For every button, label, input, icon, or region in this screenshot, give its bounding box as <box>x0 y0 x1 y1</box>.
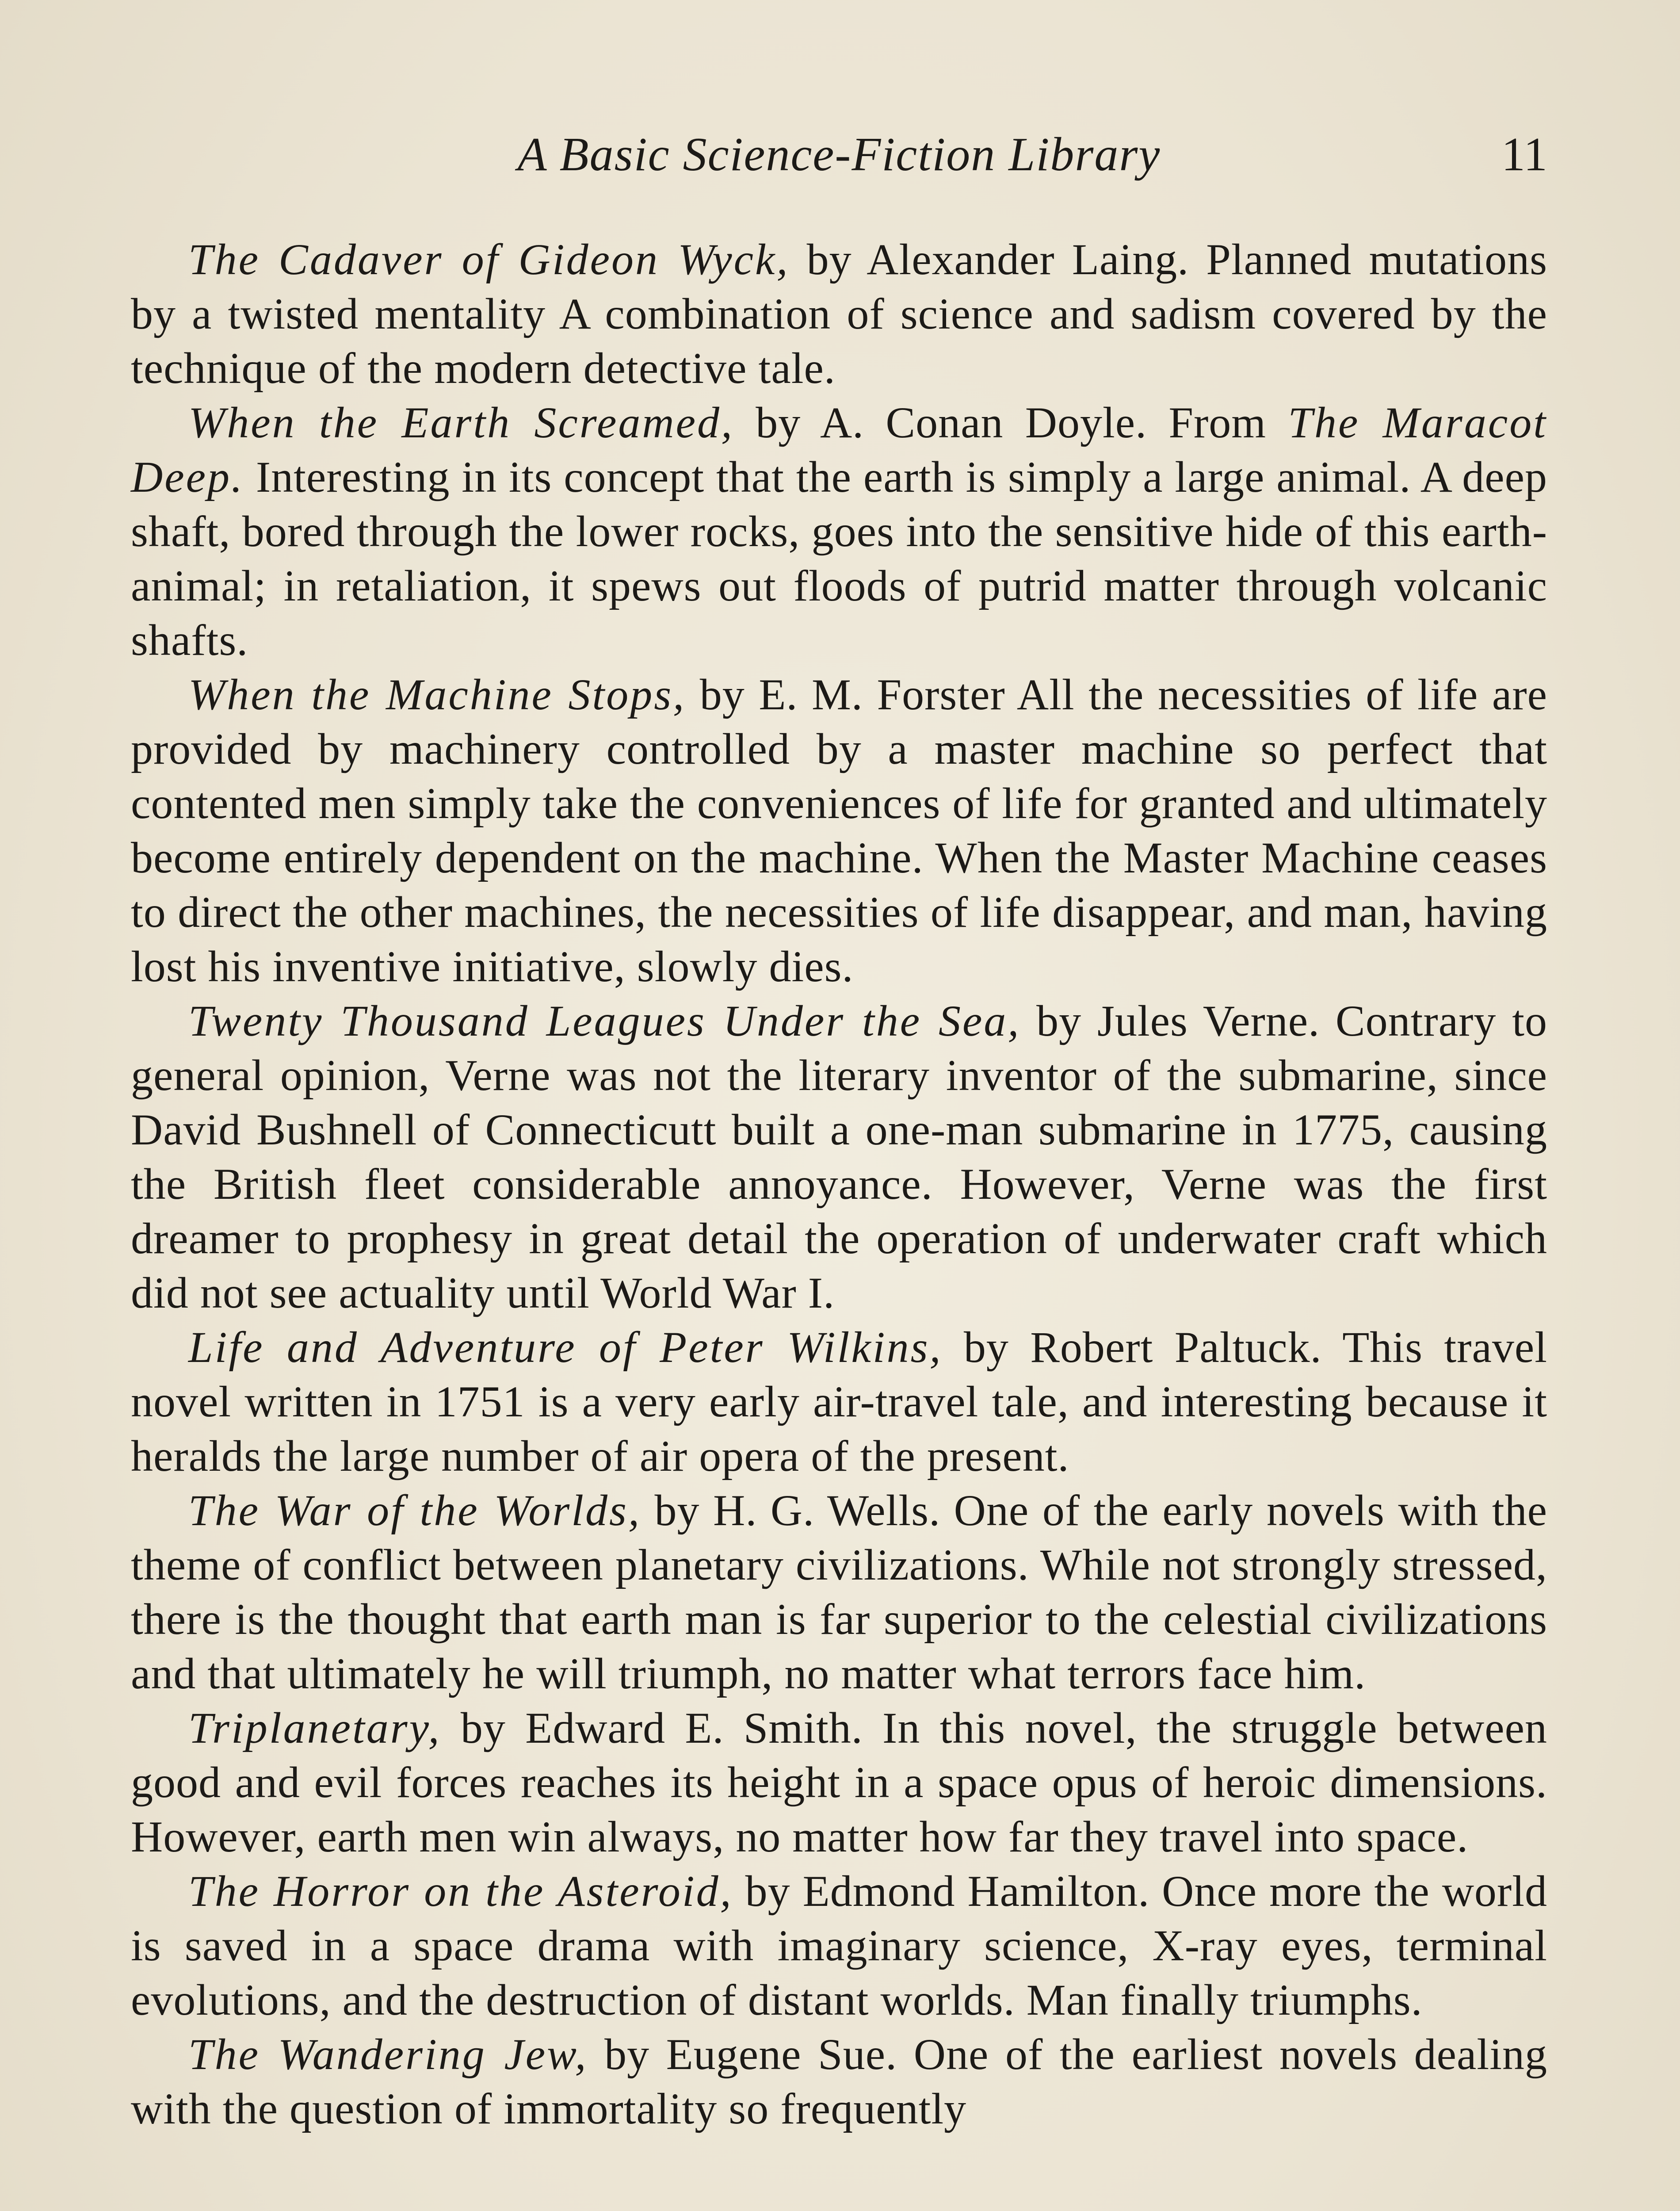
book-title: Twenty Thousand Leagues Under the Sea, <box>188 996 1021 1045</box>
book-title: The War of the Worlds, <box>188 1486 641 1535</box>
entry-gideon-wyck <box>131 232 1547 395</box>
entry-text: by E. M. Forster All the necessities of life are provided by machinery controlled by a master machine so perfect that contented men simply take the conveniences of life for granted and ultimately become entirely dependent on the machine. When the Master Machine ceases to direct the other machines, the necessities of life disappear, and man, having lost his inventive initiative, slowly dies. <box>131 670 1548 991</box>
entry-text: by Robert Paltuck. This travel novel written in 1751 is a very early air-travel tale, and interesting because it heralds the large number of air opera of the present. <box>131 1323 1547 1480</box>
page-body <box>131 232 1547 2136</box>
entry-peter-wilkins <box>131 1320 1547 1483</box>
entry-triplanetary <box>131 1701 1547 1864</box>
entry-text: by Edmond Hamilton. Once more the world is saved in a space drama with imaginary science, X-ray eyes, terminal evolutions, and the destruction of distant worlds. Man finally triumphs. <box>131 1867 1547 2024</box>
book-title: Triplanetary, <box>188 1703 441 1752</box>
book-title: The Cadaver of Gideon Wyck, <box>188 235 790 284</box>
entry-machine-stops <box>131 667 1547 994</box>
entry-war-of-the-worlds <box>131 1483 1547 1701</box>
book-title: Life and Adventure of Peter Wilkins, <box>188 1323 943 1372</box>
entry-twenty-thousand-leagues <box>131 994 1547 1320</box>
book-title: The Horror on the Asteroid, <box>188 1867 733 1916</box>
entry-text: by A. Conan Doyle. From <box>733 398 1288 447</box>
entry-earth-screamed <box>131 395 1547 667</box>
entry-text: by Edward E. Smith. In this novel, the struggle between good and evil forces reaches its height in a space opus of heroic dimensions. However, earth men win always, no matter how far they travel into space. <box>131 1703 1547 1861</box>
entry-horror-on-asteroid <box>131 1864 1547 2027</box>
running-head <box>131 119 1547 190</box>
entry-text: by H. G. Wells. One of the early novels with the theme of conflict between planetary civilizations. While not strongly stressed, there is the thought that earth man is far superior to the celestial civilizations and that ultimately he will triumph, no matter what terrors face him. <box>131 1486 1547 1698</box>
entry-text-continued: Interesting in its concept that the earth is simply a large animal. A deep shaft, bored through the lower rocks, goes into the sensitive hide of this earth-animal; in retaliation, it spews out floods of putrid matter through volcanic shafts. <box>131 452 1547 665</box>
book-title-secondary: The Maracot Deep. <box>131 398 1547 501</box>
book-title: When the Machine Stops, <box>188 670 686 719</box>
book-title: When the Earth Screamed, <box>188 398 734 447</box>
entry-wandering-jew <box>131 2027 1547 2136</box>
book-title: The Wandering Jew, <box>188 2030 588 2079</box>
entry-text: by Alexander Laing. Planned mutations by a twisted mentality A combination of science and sadism covered by the technique of the modern detective tale. <box>131 235 1548 393</box>
entry-text: by Jules Verne. Contrary to general opinion, Verne was not the literary inventor of the submarine, since David Bushnell of Connecticutt built a one-man submarine in 1775, causing the British fleet considerable annoyance. However, Verne was the first dreamer to prophesy in great detail the operation of underwater craft which did not see actuality until World War I. <box>131 996 1547 1317</box>
page-number: 11 <box>1501 128 1547 181</box>
entry-text: by Eugene Sue. One of the earliest novels dealing with the question of immortality so frequently <box>131 2030 1547 2133</box>
running-title: A Basic Science-Fiction Library <box>517 128 1161 181</box>
